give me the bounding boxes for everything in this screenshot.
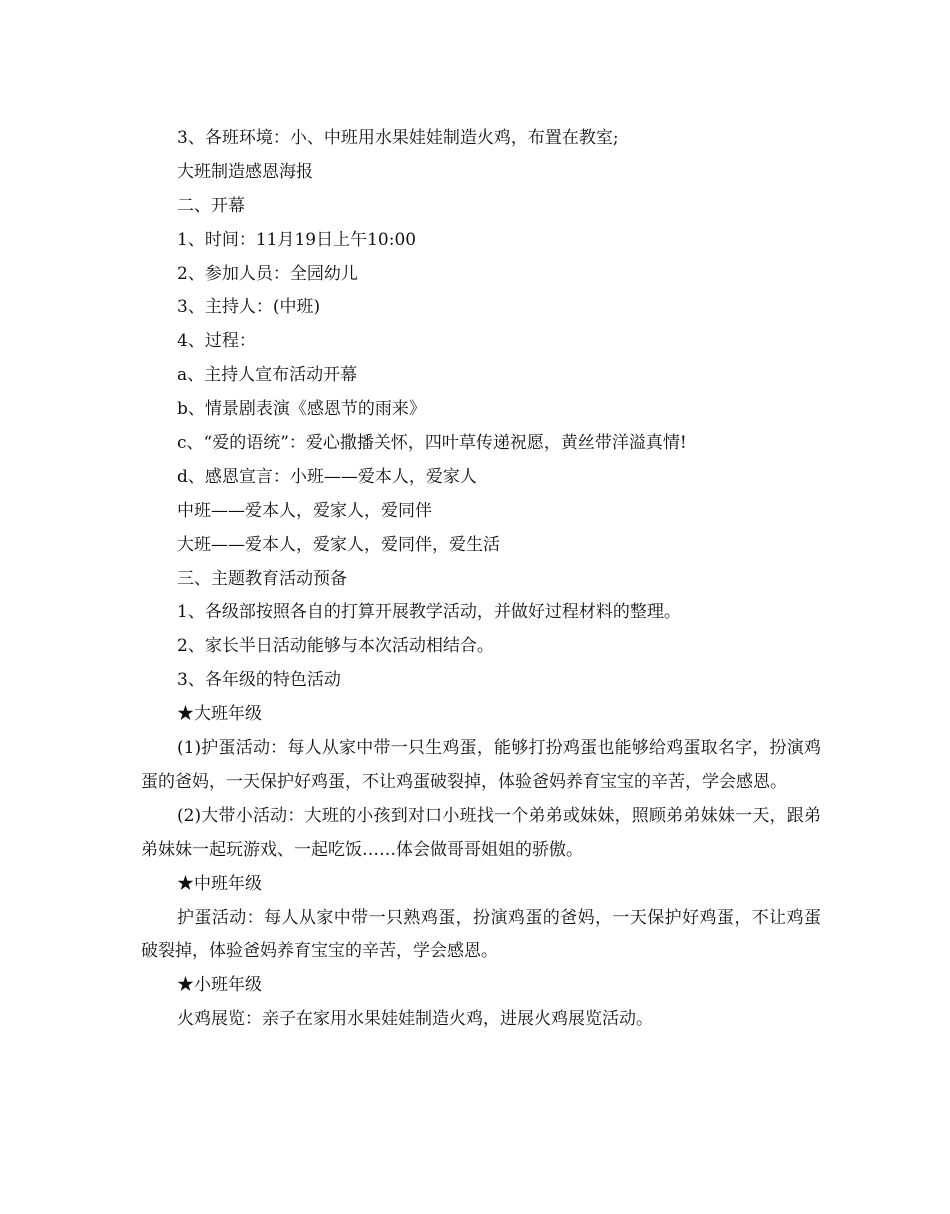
text-line: 3、各班环境：小、中班用水果娃娃制造火鸡，布置在教室;	[177, 128, 619, 148]
text-line: 大班——爱本人，爱家人，爱同伴，爱生活	[177, 534, 500, 555]
text-line: c、“爱的语统”：爱心撒播关怀，四叶草传递祝愿，黄丝带洋溢真情!	[177, 433, 687, 454]
paragraph: 护蛋活动：每人从家中带一只熟鸡蛋，扮演鸡蛋的爸妈，一天保护好鸡蛋，不让鸡蛋破裂掉，体验爸妈养育宝宝的辛苦，学会感恩。	[141, 907, 821, 962]
text-line: 2、参加人员：全园幼儿	[177, 263, 358, 284]
text-line: 1、各级部按照各自的打算开展教学活动，并做好过程材料的整理。	[177, 602, 681, 623]
text-line: 3、主持人：(中班)	[177, 297, 321, 318]
text-line: 大班制造感恩海报	[177, 161, 313, 182]
text-line: 3、各年级的特色活动	[177, 670, 341, 691]
text-line: a、主持人宣布活动开幕	[177, 365, 358, 386]
text-line: 4、过程：	[177, 331, 256, 352]
section-heading: 三、主题教育活动预备	[177, 568, 347, 589]
grade-heading-middle: ★中班年级	[177, 873, 262, 894]
text-line: 2、家长半日活动能够与本次活动相结合。	[177, 636, 494, 657]
text-line: 1、时间：11月19日上午10:00	[177, 229, 417, 250]
text-line: 中班——爱本人，爱家人，爱同伴	[177, 500, 432, 521]
grade-heading-large: ★大班年级	[177, 704, 262, 725]
section-heading: 二、开幕	[177, 195, 245, 216]
paragraph: 火鸡展览：亲子在家用水果娃娃制造火鸡，进展火鸡展览活动。	[177, 1009, 653, 1030]
document-body	[141, 122, 821, 1037]
text-line: d、感恩宣言：小班——爱本人，爱家人	[177, 466, 477, 487]
text-line: b、情景剧表演《感恩节的雨来》	[177, 399, 426, 420]
grade-heading-small: ★小班年级	[177, 975, 262, 996]
paragraph: (2)大带小活动：大班的小孩到对口小班找一个弟弟或妹妹，照顾弟弟妹妹一天，跟弟弟妹妹一起玩游戏、一起吃饭……体会做哥哥姐姐的骄傲。	[141, 805, 821, 860]
paragraph: (1)护蛋活动：每人从家中带一只生鸡蛋，能够打扮鸡蛋也能够给鸡蛋取名字，扮演鸡蛋的爸妈，一天保护好鸡蛋，不让鸡蛋破裂掉，体验爸妈养育宝宝的辛苦，学会感恩。	[141, 738, 821, 792]
